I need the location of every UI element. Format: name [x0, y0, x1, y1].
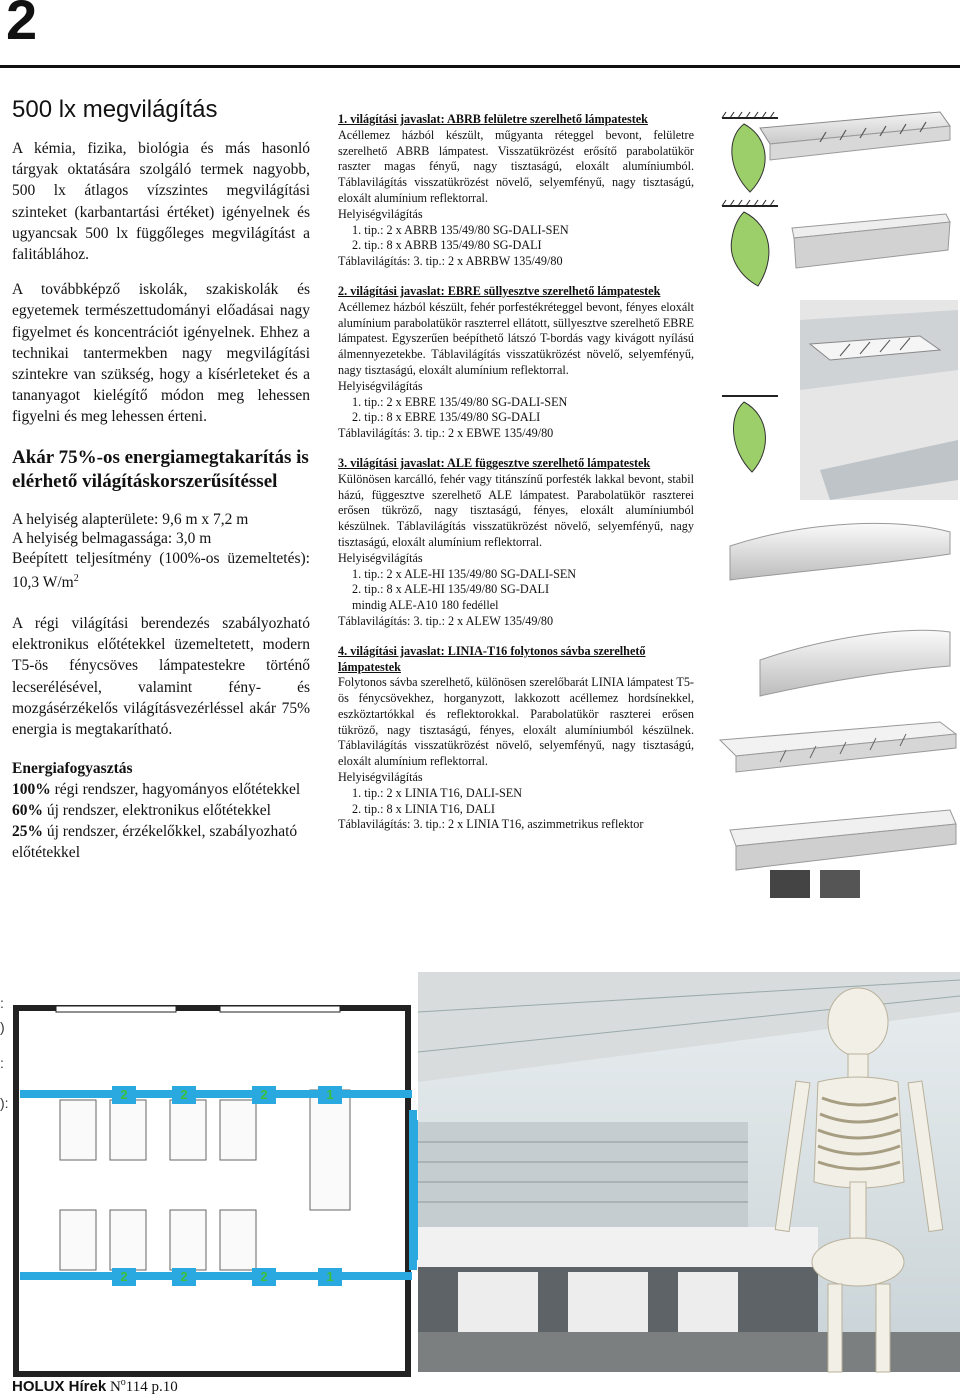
- energy-pct: 60%: [12, 802, 43, 820]
- left-column: [12, 96, 310, 863]
- energy-text: régi rendszer, hagyományos előtétekkel: [54, 781, 301, 799]
- room-lighting-label: Helyiségvilágítás: [338, 550, 423, 565]
- footer-brand: HOLUX Hírek: [12, 1378, 107, 1395]
- board-lighting: Táblavilágítás: 3. tip.: 2 x LINIA T16, aszimmetrikus reflektor: [338, 817, 644, 832]
- energy-row-100: [12, 779, 310, 800]
- proposal-prefix: 4. világítási javaslat:: [338, 643, 448, 658]
- footer-no-sup: o: [120, 1377, 126, 1388]
- type-2-note: mindig ALE-A10 180 fedéllel: [352, 598, 499, 613]
- luminaire-ale-illustration: [700, 510, 958, 710]
- room-area: A helyiség alapterülete: 9,6 m x 7,2 m: [12, 510, 249, 528]
- proposal-4-desc: Folytonos sávba szerelhető, különösen szerelőbarát LINIA lámpatest T5-ös fénycsövekhez, horganyzott, lakkozott acéllemez hordsínekkel, eszköztartókkal és reflektorokkal. Parabolatükör raszterei erősen tükröző, nagy tisztaságú, fényes, eloxált alumíniumból készülnek. Táblavilágítás visszatükrözést növelő, selyemfényű, nagy tisztaságú, eloxált alumínium reflektorral.: [338, 675, 694, 769]
- type-1: 1. tip.: 2 x EBRE 135/49/80 SG-DALI-SEN: [352, 394, 568, 409]
- right-column: [338, 112, 694, 847]
- type-2: 2. tip.: 8 x ABRB 135/49/80 SG-DALI: [352, 238, 542, 253]
- type-1: 1. tip.: 2 x ABRB 135/49/80 SG-DALI-SEN: [352, 222, 569, 237]
- proposal-name: EBRE süllyesztve szerelhető lámpatestek: [447, 283, 661, 298]
- proposal-3: [338, 456, 694, 630]
- room-height: A helyiség belmagassága: 3,0 m: [12, 530, 212, 548]
- installed-power: [12, 549, 310, 593]
- benches: [60, 1090, 350, 1270]
- installed-power-sup: 2: [73, 573, 79, 585]
- proposal-2-title: [338, 284, 694, 300]
- proposal-3-desc: Különösen karcálló, fehér vagy titánszínű porfesték lakkal bevont, stabil házú, függesztve szerelhető ALE lámpatest. Parabolatükör raszterei erősen tükröző, nagy tisztaságú, fényes, eloxált alumíniumból készülnek. Táblavilágítás visszatükrözést növelő, selyemfényű, nagy tisztaságú, eloxált alumínium reflektorral.: [338, 471, 694, 549]
- proposal-4-title: [338, 644, 694, 676]
- lamp-type-label: 2: [180, 1269, 188, 1284]
- proposal-prefix: 3. világítási javaslat:: [338, 455, 448, 470]
- proposal-name: ABRB felületre szerelhető lámpatestek: [447, 112, 648, 126]
- type-1: 1. tip.: 2 x LINIA T16, DALI-SEN: [352, 785, 523, 800]
- proposal-2-desc: Acéllemez házból készült, fehér porfestékréteggel bevont, fényes eloxált alumínium parabolatükör raszterrel ellátott, süllyesztve szerelhető EBRE lámpatest. Egyszerűen beépíthető látszó T-bordás vagy kivágott nyílású álmennyezetekbe. Táblavilágítás visszatükrözést növelő, selyemfényű, nagy tisztaságú, eloxált alumínium reflektorral.: [338, 299, 694, 377]
- margin-mark: :: [0, 995, 4, 1011]
- luminaire-abrb-illustration: [700, 108, 958, 298]
- energy-text: új rendszer, elektronikus előtétekkel: [46, 802, 271, 820]
- window-segment: [56, 1006, 176, 1012]
- proposal-1-title: [338, 112, 694, 128]
- type-1: 1. tip.: 2 x ALE-HI 135/49/80 SG-DALI-SEN: [352, 566, 577, 581]
- lamp-type-label: 2: [120, 1087, 128, 1102]
- lamp-type-label: 1: [326, 1087, 334, 1102]
- luminaire-ebre-illustration: [700, 300, 958, 500]
- renewal-paragraph: A régi világítási berendezés szabályozható elektronikus előtétekkel üzemeltetett, modern T5-ös fénycsöves lámpatestekre történő lecserélésével, valamint fény- és mozgásérzékelős világításvezérléssel akár 75% energia is megtakarítható.: [12, 614, 310, 738]
- second-paragraph: A továbbképző iskolák, szakiskolák és egyetemek természettudományi előadásai nagy figyelmet és koncentrációt igényelnek. Ehhez a technikai tantermekben nagy megvilágítási szintekre van szükség, hogy a kísérleteket és a tananyagot kielégítő módon meg lehessen figyelni és meg lehessen érteni.: [12, 281, 310, 426]
- margin-mark: :: [0, 1055, 4, 1071]
- type-2: 2. tip.: 8 x EBRE 135/49/80 SG-DALI: [352, 410, 541, 425]
- proposal-prefix: 2. világítási javaslat:: [338, 283, 448, 298]
- proposal-4: [338, 644, 694, 834]
- lamp-type-label: 2: [260, 1087, 268, 1102]
- footer-issue: 114 p.10: [125, 1379, 178, 1395]
- lamp-type-label: 1: [326, 1269, 334, 1284]
- proposal-2: [338, 284, 694, 442]
- margin-mark: ):: [0, 1095, 9, 1111]
- energy-pct: 25%: [12, 823, 43, 841]
- section-title: 500 lx megvilágítás: [12, 96, 218, 123]
- lamp-type-label: 2: [180, 1087, 188, 1102]
- energy-title: Energiafogyasztás: [12, 760, 133, 778]
- energy-row-60: [12, 800, 310, 821]
- type-2: 2. tip.: 8 x LINIA T16, DALI: [352, 801, 495, 816]
- classroom-photo: [418, 972, 960, 1372]
- intro-paragraph: A kémia, fizika, biológia és más hasonló tárgyak oktatására szolgáló termek nagyobb, 500 lx átlagos vízszintes megvilágítási szinteket (karbantartási értéket) igényelnek és ugyancsak 500 lx függőleges megvilágítást a falitáblához.: [12, 140, 310, 264]
- luminaire-linia-illustration: [700, 720, 958, 910]
- proposal-name: ALE függesztve szerelhető lámpatestek: [447, 455, 651, 470]
- board-lighting: Táblavilágítás: 3. tip.: 2 x ALEW 135/49/80: [338, 613, 554, 628]
- page-number: 2: [6, 0, 38, 51]
- footer: [12, 1377, 178, 1396]
- savings-heading: Akár 75%-os energiamegtakarítás is elérhető világításkorszerűsítéssel: [12, 446, 309, 492]
- board-lighting: Táblavilágítás: 3. tip.: 2 x EBWE 135/49/80: [338, 426, 554, 441]
- energy-text: új rendszer, érzékelőkkel, szabályozható előtétekkel: [12, 823, 298, 862]
- room-lighting-label: Helyiségvilágítás: [338, 378, 423, 393]
- margin-mark: ): [0, 1019, 5, 1035]
- header-rule: [0, 65, 960, 68]
- proposal-1: [338, 112, 694, 270]
- type-2: 2. tip.: 8 x ALE-HI 135/49/80 SG-DALI: [352, 582, 550, 597]
- luminaires-plan-nodes: [112, 1086, 442, 1286]
- room-lighting-label: Helyiségvilágítás: [338, 770, 423, 785]
- window-segment: [220, 1006, 340, 1012]
- energy-row-25: [12, 821, 310, 863]
- installed-power-text: Beépített teljesítmény (100%-os üzemeltetés): 10,3 W/m: [12, 550, 310, 592]
- lamp-type-label: 2: [120, 1269, 128, 1284]
- board-lighting: Táblavilágítás: 3. tip.: 2 x ABRBW 135/49/80: [338, 254, 563, 269]
- proposal-prefix: 1. világítási javaslat:: [338, 112, 448, 126]
- energy-pct: 100%: [12, 781, 51, 799]
- blackboard-light-strip: [408, 1110, 418, 1270]
- proposal-3-title: [338, 456, 694, 472]
- proposal-1-desc: Acéllemez házból készült, műgyanta réteggel bevont, felületre szerelhető ABRB lámpatest. Visszatükrözést erősítő parabolatükör raszter magas fényű, nagy tisztaságú, eloxált alumíniumból. Táblavilágítás visszatükrözést növelő, selyemfényű, nagy tisztaságú, eloxált alumínium reflektorral.: [338, 127, 694, 205]
- proposal-name: LINIA-T16 folytonos sávba szerelhető lámpatestek: [338, 643, 646, 674]
- room-lighting-label: Helyiségvilágítás: [338, 206, 423, 221]
- footer-no: N: [109, 1379, 121, 1395]
- lamp-type-label: 2: [260, 1269, 268, 1284]
- floor-plan: [0, 990, 414, 1375]
